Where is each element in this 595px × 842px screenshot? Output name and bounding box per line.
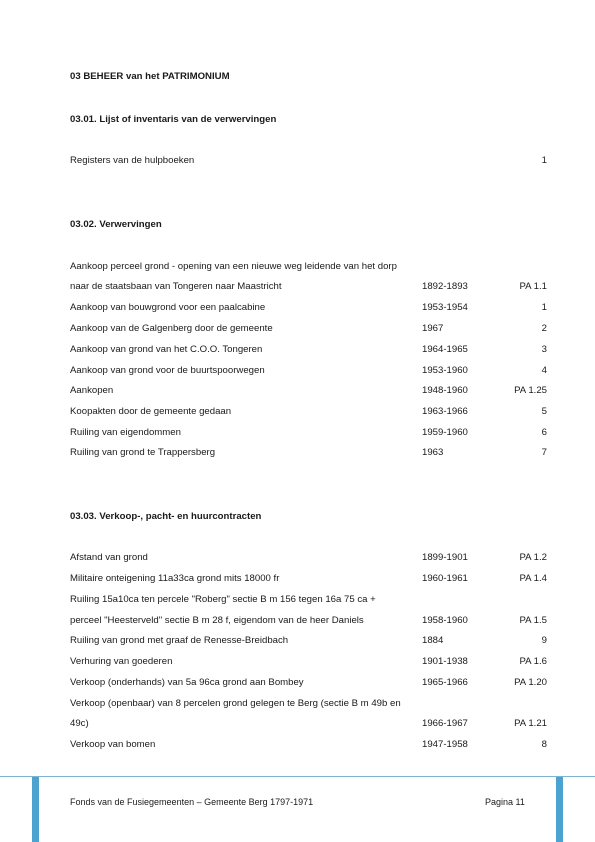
list-item-date: 1964-1965 bbox=[422, 344, 468, 355]
list-item-number: PA 1.21 bbox=[514, 718, 547, 729]
list-item-date: 1960-1961 bbox=[422, 573, 468, 584]
list-item-number: 8 bbox=[541, 739, 547, 750]
list-item-date: 1967 bbox=[422, 323, 444, 334]
list-item-date: 1963-1966 bbox=[422, 406, 468, 417]
list-item-number: 9 bbox=[541, 635, 547, 646]
footer-fonds-text: Fonds van de Fusiegemeenten – Gemeente Berg 1797-1971 bbox=[70, 797, 314, 807]
list-item-date: 1901-1938 bbox=[422, 656, 468, 667]
list-item-number: 4 bbox=[541, 365, 547, 376]
list-item-number: PA 1.20 bbox=[514, 677, 547, 688]
list-item-number: PA 1.25 bbox=[514, 385, 547, 396]
list-item-number: 1 bbox=[541, 302, 547, 313]
list-item-text: Verhuring van goederen bbox=[70, 656, 173, 667]
list-item-date: 1899-1901 bbox=[422, 552, 468, 563]
list-item-number: 3 bbox=[541, 344, 547, 355]
list-item-text: Aankoop van bouwgrond voor een paalcabine bbox=[70, 302, 266, 313]
section-heading-0302: 03.02. Verwervingen bbox=[70, 219, 162, 230]
list-item-text: Ruiling 15a10ca ten percele "Roberg" sectie B m 156 tegen 16a 75 ca + bbox=[70, 594, 376, 605]
list-item-number: 5 bbox=[541, 406, 547, 417]
list-item-number: 6 bbox=[541, 427, 547, 438]
list-item-number: PA 1.6 bbox=[519, 656, 547, 667]
list-item-date: 1953-1954 bbox=[422, 302, 468, 313]
list-item-text: Verkoop (onderhands) van 5a 96ca grond aan Bombey bbox=[70, 677, 304, 688]
list-item-date: 1963 bbox=[422, 447, 444, 458]
list-item-date: 1965-1966 bbox=[422, 677, 468, 688]
list-item-text: Aankoop van grond voor de buurtspoorwegen bbox=[70, 365, 265, 376]
list-item-text: Ruiling van grond te Trappersberg bbox=[70, 447, 216, 458]
list-item-text: Aankoop perceel grond - opening van een nieuwe weg leidende van het dorp bbox=[70, 261, 397, 272]
list-item-number: PA 1.2 bbox=[519, 552, 547, 563]
list-item-text: Registers van de hulpboeken bbox=[70, 155, 195, 166]
list-item-date: 1884 bbox=[422, 635, 444, 646]
footer-right-bar bbox=[556, 777, 563, 842]
list-item-text: Verkoop (openbaar) van 8 percelen grond gelegen te Berg (sectie B m 49b en bbox=[70, 698, 401, 709]
list-item-text: Aankoop van de Galgenberg door de gemeente bbox=[70, 323, 273, 334]
list-item-number: PA 1.1 bbox=[519, 281, 547, 292]
list-item-text: Ruiling van grond met graaf de Renesse-Breidbach bbox=[70, 635, 289, 646]
list-item-text: Verkoop van bomen bbox=[70, 739, 156, 750]
list-item-text: Afstand van grond bbox=[70, 552, 148, 563]
list-item-text: Aankopen bbox=[70, 385, 114, 396]
section-heading-0303: 03.03. Verkoop-, pacht- en huurcontracten bbox=[70, 511, 262, 522]
list-item-text: Militaire onteigening 11a33ca grond mits 18000 fr bbox=[70, 573, 280, 584]
list-item-date: 1966-1967 bbox=[422, 718, 468, 729]
list-item-text: 49c) bbox=[70, 718, 89, 729]
footer-page-number: Pagina 11 bbox=[485, 797, 525, 807]
list-item-text: Ruiling van eigendommen bbox=[70, 427, 181, 438]
list-item-text: Aankoop van grond van het C.O.O. Tongeren bbox=[70, 344, 263, 355]
main-heading: 03 BEHEER van het PATRIMONIUM bbox=[70, 71, 230, 82]
list-item-number: 1 bbox=[541, 155, 547, 166]
list-item-number: 2 bbox=[541, 323, 547, 334]
section-heading-0301: 03.01. Lijst of inventaris van de verwervingen bbox=[70, 114, 277, 125]
footer-left-bar bbox=[32, 777, 39, 842]
list-item-text: perceel "Heesterveld" sectie B m 28 f, eigendom van de heer Daniels bbox=[70, 615, 364, 626]
list-item-date: 1959-1960 bbox=[422, 427, 468, 438]
list-item-number: PA 1.4 bbox=[519, 573, 547, 584]
list-item-number: PA 1.5 bbox=[519, 615, 547, 626]
footer-divider bbox=[0, 776, 595, 777]
list-item-text: naar de staatsbaan van Tongeren naar Maastricht bbox=[70, 281, 282, 292]
list-item-date: 1892-1893 bbox=[422, 281, 468, 292]
list-item-date: 1947-1958 bbox=[422, 739, 468, 750]
list-item-date: 1958-1960 bbox=[422, 615, 468, 626]
list-item-text: Koopakten door de gemeente gedaan bbox=[70, 406, 232, 417]
list-item-date: 1948-1960 bbox=[422, 385, 468, 396]
list-item-date: 1953-1960 bbox=[422, 365, 468, 376]
list-item-number: 7 bbox=[541, 447, 547, 458]
